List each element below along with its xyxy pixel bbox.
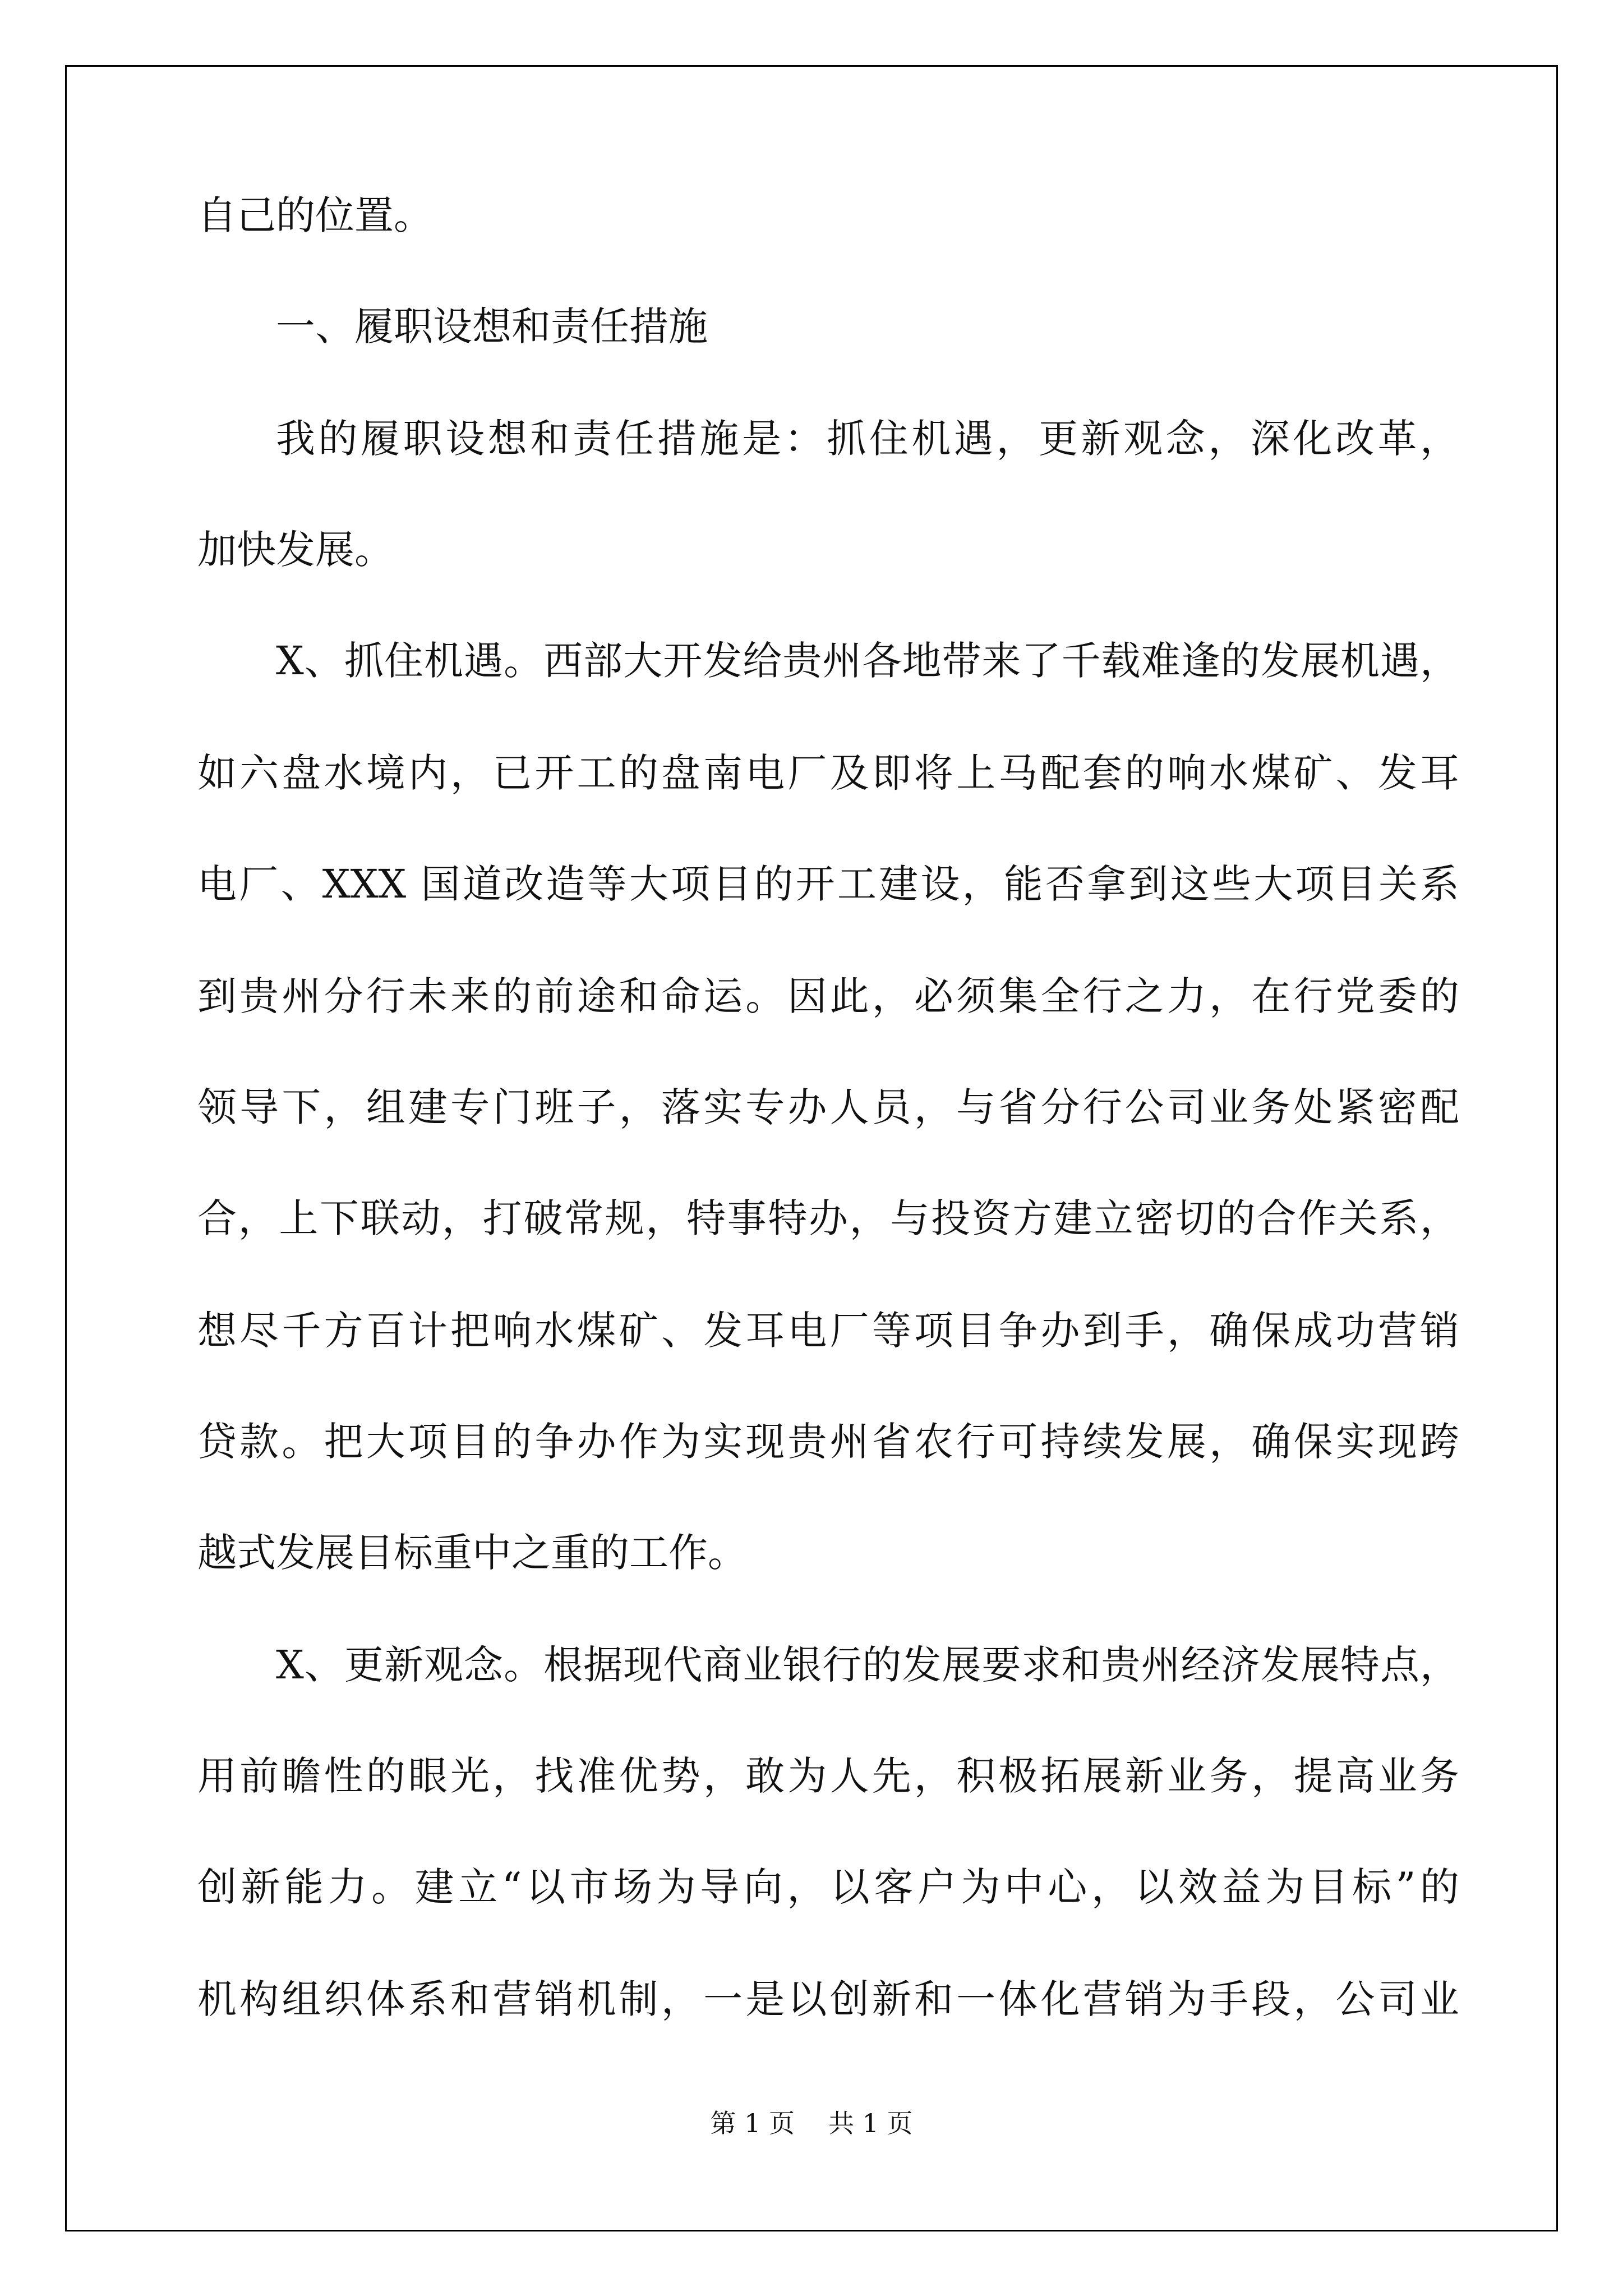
text-line: 用前瞻性的眼光，找准优势，敢为人先，积极拓展新业务，提高业务: [197, 1753, 1459, 1799]
text-line: 加快发展。: [197, 527, 394, 573]
text-line: 合，上下联动，打破常规，特事特办，与投资方建立密切的合作关系，: [197, 1195, 1459, 1241]
text-line: 贷款。把大项目的争办作为实现贵州省农行可持续发展，确保实现跨: [197, 1419, 1459, 1465]
page-footer: [0, 2106, 1623, 2140]
text-line: X、抓住机遇。西部大开发给贵州各地带来了千载难逢的发展机遇，: [276, 638, 1459, 684]
text-line: X、更新观念。根据现代商业银行的发展要求和贵州经济发展特点，: [276, 1642, 1459, 1688]
section-heading: 一、履职设想和责任措施: [276, 303, 708, 349]
text-line: 越式发展目标重中之重的工作。: [197, 1530, 747, 1576]
text-line: 创新能力。建立“以市场为导向，以客户为中心，以效益为目标”的: [197, 1864, 1459, 1910]
page-total: 共 1 页: [828, 2108, 913, 2138]
text-line: 自己的位置。: [197, 192, 433, 238]
text-line: 电厂、XXX 国道改造等大项目的开工建设，能否拿到这些大项目关系: [197, 861, 1459, 907]
text-line: 领导下，组建专门班子，落实专办人员，与省分行公司业务处紧密配: [197, 1084, 1459, 1130]
text-line: 到贵州分行未来的前途和命运。因此，必须集全行之力，在行党委的: [197, 973, 1459, 1019]
page-number: 第 1 页: [710, 2108, 795, 2138]
text-line: 想尽千方百计把响水煤矿、发耳电厂等项目争办到手，确保成功营销: [197, 1308, 1459, 1354]
text-line: 如六盘水境内，已开工的盘南电厂及即将上马配套的响水煤矿、发耳: [197, 750, 1459, 796]
text-line: 机构组织体系和营销机制，一是以创新和一体化营销为手段，公司业: [197, 1976, 1459, 2022]
text-line: 我的履职设想和责任措施是：抓住机遇，更新观念，深化改革，: [276, 416, 1459, 462]
